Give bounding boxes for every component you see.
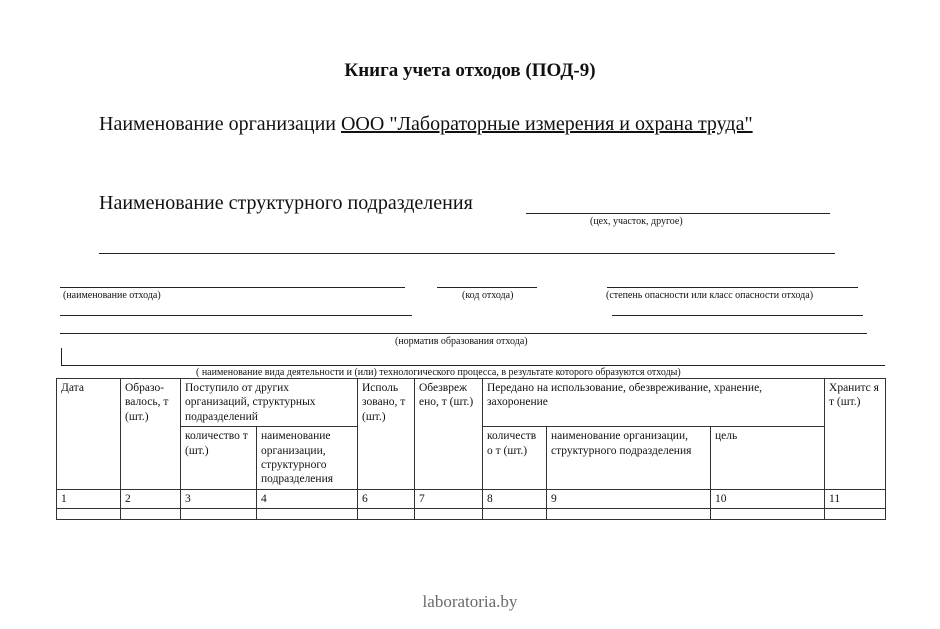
- header-transferred-qty: количеств о т (шт.): [483, 427, 547, 490]
- empty-cell: [483, 509, 547, 520]
- table-row: [57, 509, 886, 520]
- header-purpose: цель: [711, 427, 825, 490]
- column-number: 9: [547, 489, 711, 508]
- header-stored: Хранитс я т (шт.): [825, 379, 886, 490]
- activity-line: [61, 365, 885, 366]
- norm-line-left: [60, 315, 412, 316]
- norm-line-full: [60, 333, 867, 334]
- column-number: 3: [181, 489, 257, 508]
- waste-name-caption: (наименование отхода): [63, 290, 161, 301]
- activity-left-tick: [61, 348, 62, 366]
- header-received: Поступило от других организаций, структурных подразделений: [181, 379, 358, 427]
- norm-caption: (норматив образования отхода): [395, 336, 528, 347]
- header-formed: Образо-валось, т (шт.): [121, 379, 181, 490]
- column-number: 8: [483, 489, 547, 508]
- header-used: Исполь зовано, т (шт.): [358, 379, 415, 490]
- column-number: 7: [415, 489, 483, 508]
- column-number: 10: [711, 489, 825, 508]
- organization-label: Наименование организации: [99, 113, 336, 135]
- norm-line-right: [612, 315, 863, 316]
- header-transferred: Передано на использование, обезвреживание, хранение, захоронение: [483, 379, 825, 427]
- hazard-caption: (степень опасности или класс опасности отхода): [606, 290, 814, 301]
- waste-code-line: [437, 287, 537, 288]
- empty-cell: [825, 509, 886, 520]
- header-transferred-org: наименование организации, структурного подразделения: [547, 427, 711, 490]
- department-continuation-line: [99, 253, 835, 254]
- column-number: 4: [257, 489, 358, 508]
- empty-cell: [711, 509, 825, 520]
- empty-cell: [257, 509, 358, 520]
- waste-code-caption: (код отхода): [462, 290, 514, 301]
- empty-cell: [57, 509, 121, 520]
- header-received-qty: количество т (шт.): [181, 427, 257, 490]
- department-caption: (цех, участок, другое): [590, 216, 683, 227]
- empty-cell: [415, 509, 483, 520]
- column-number: 6: [358, 489, 415, 508]
- page-title: Книга учета отходов (ПОД-9): [344, 60, 596, 81]
- empty-cell: [547, 509, 711, 520]
- header-neutralized: Обезвреж ено, т (шт.): [415, 379, 483, 490]
- column-number: 11: [825, 489, 886, 508]
- empty-cell: [358, 509, 415, 520]
- column-number: 1: [57, 489, 121, 508]
- empty-cell: [181, 509, 257, 520]
- header-date: Дата: [57, 379, 121, 490]
- department-underline: [526, 213, 830, 214]
- organization-value: ООО "Лабораторные измерения и охрана труда": [340, 113, 753, 135]
- waste-accounting-table: [56, 378, 886, 520]
- department-label: Наименование структурного подразделения: [99, 192, 473, 214]
- hazard-line: [607, 287, 858, 288]
- column-number: 2: [121, 489, 181, 508]
- activity-caption: ( наименование вида деятельности и (или) технологического процесса, в результате которого образуются отходы): [196, 367, 681, 378]
- header-received-org: наименование организации, структурного подразделения: [257, 427, 358, 490]
- empty-cell: [121, 509, 181, 520]
- watermark: laboratoria.by: [422, 592, 518, 611]
- waste-name-line: [60, 287, 405, 288]
- organization-line: [99, 113, 753, 136]
